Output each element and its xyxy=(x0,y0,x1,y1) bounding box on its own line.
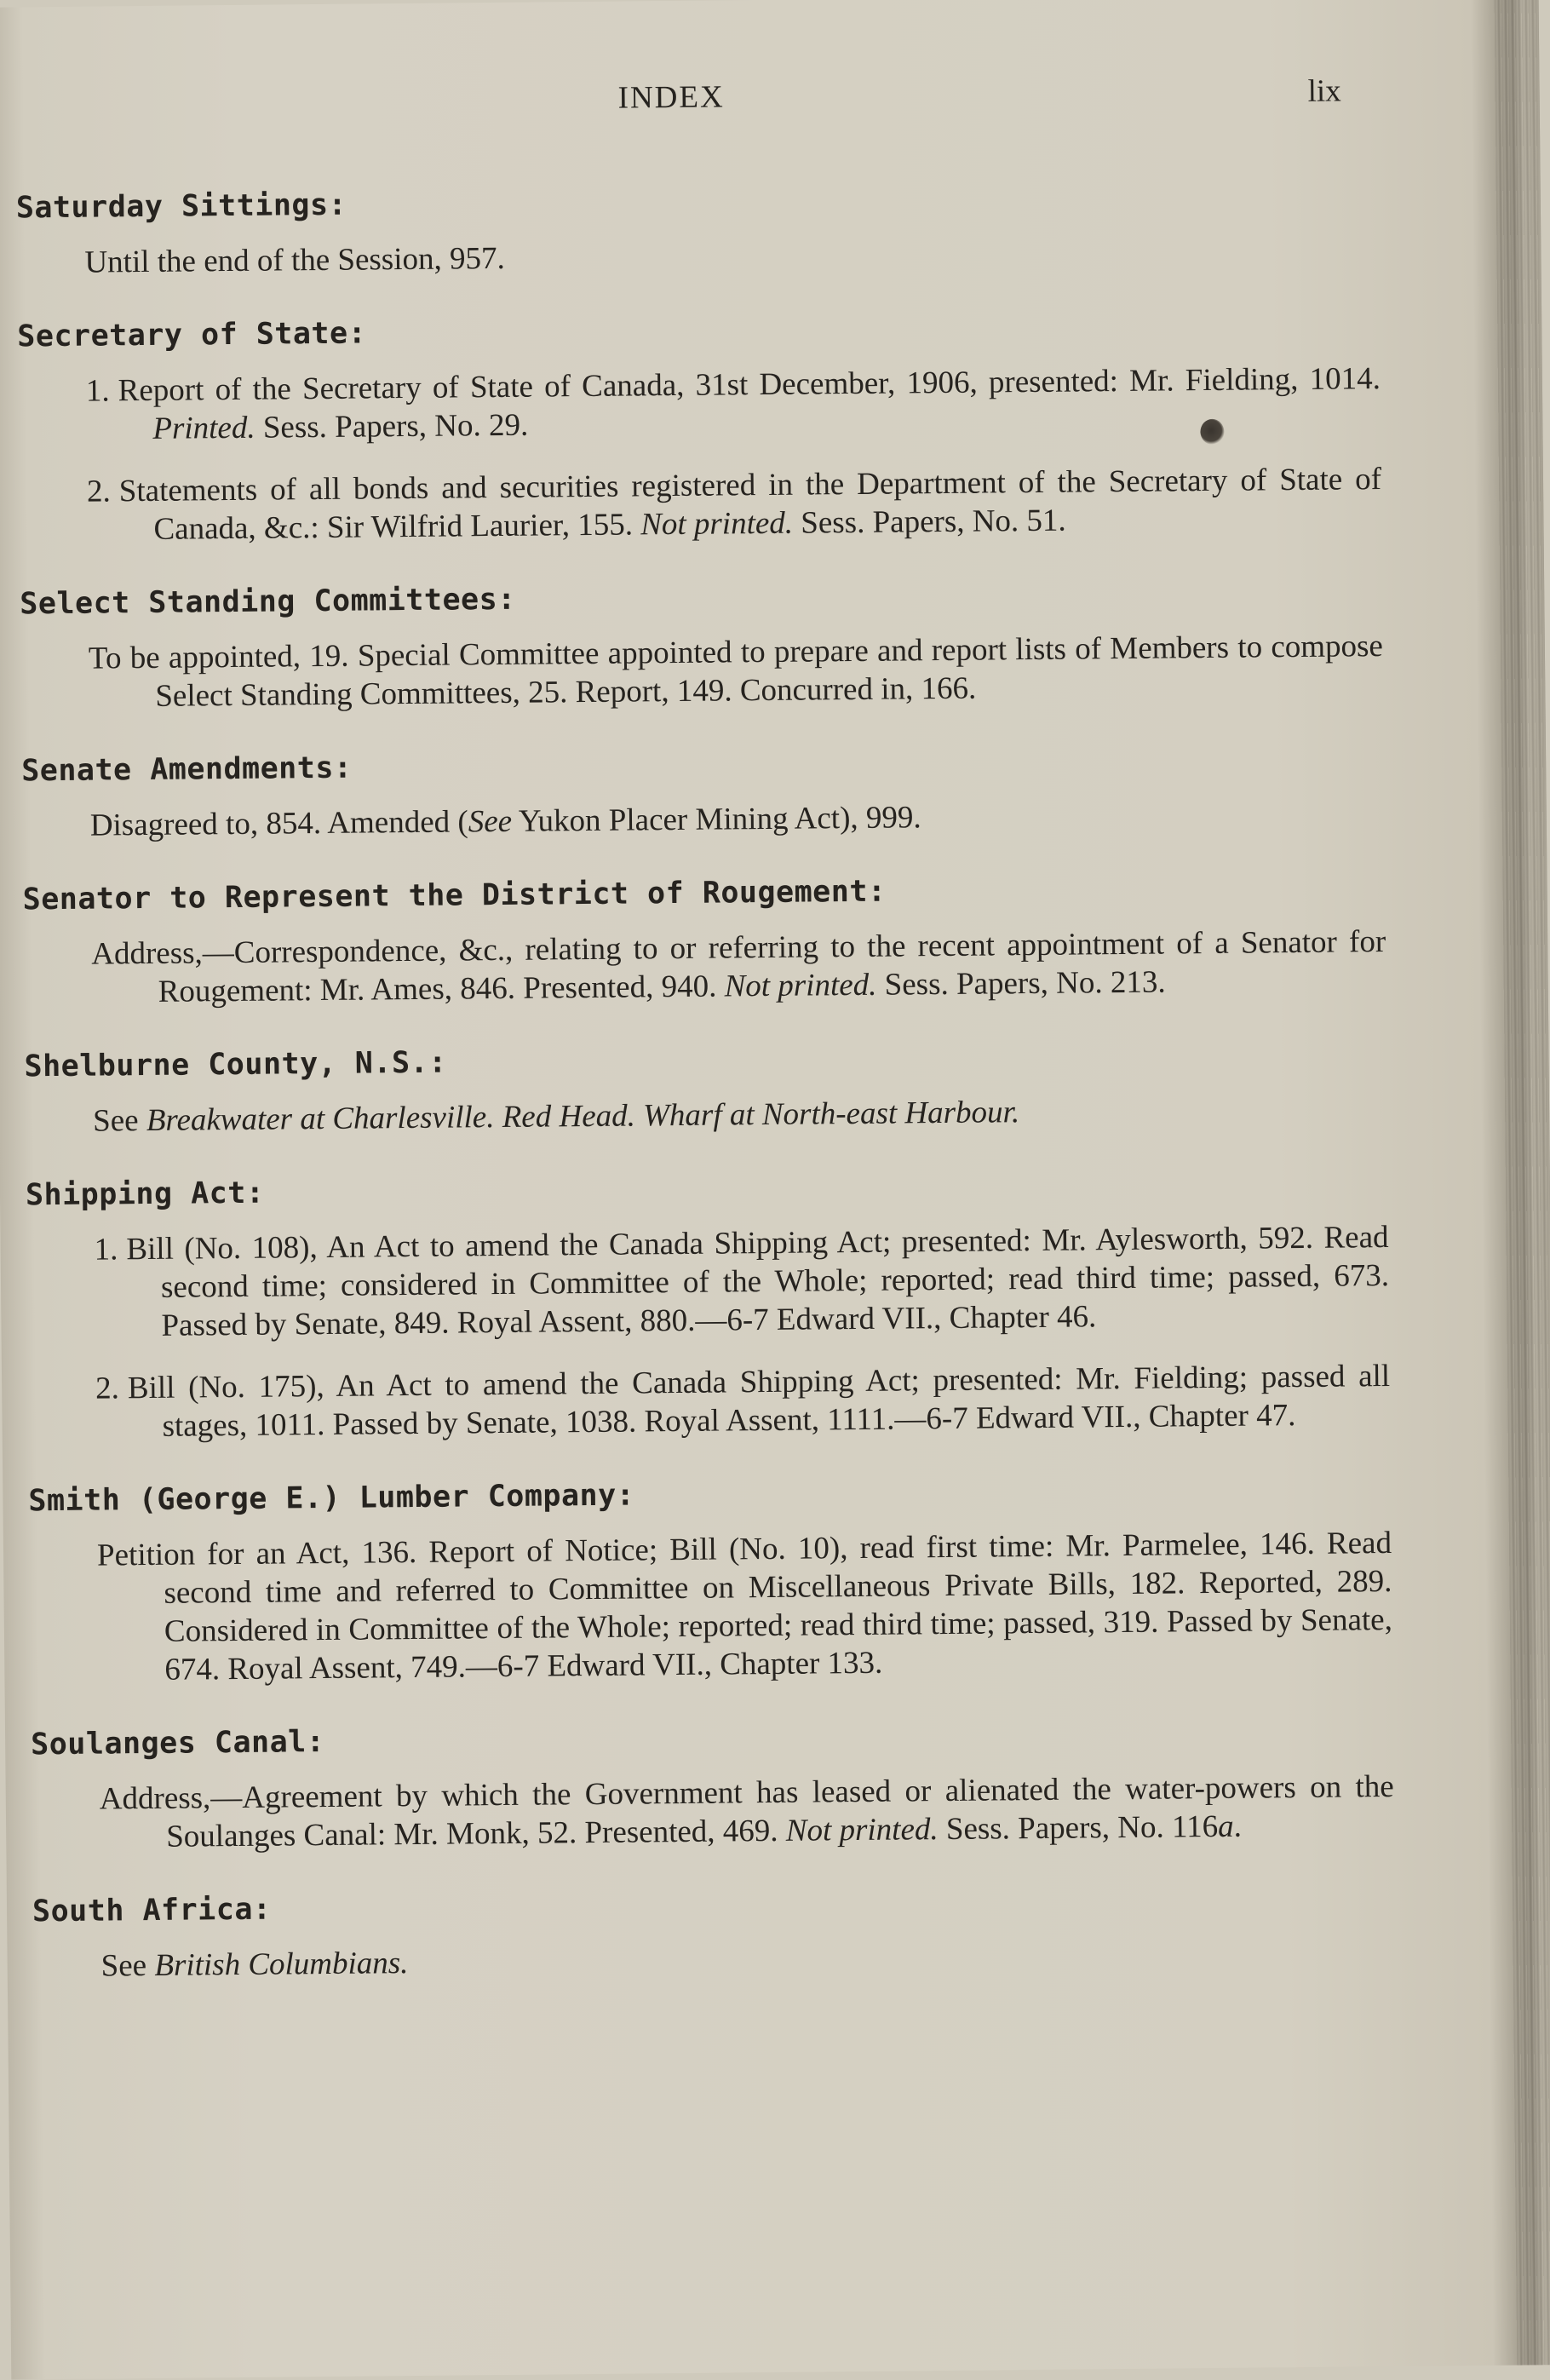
italic-text: a xyxy=(1217,1808,1234,1844)
italic-text: Not printed. xyxy=(724,967,877,1004)
entry-text: Sess. Papers, No. 51. xyxy=(792,503,1066,541)
index-entry xyxy=(22,870,1386,1012)
entry-text: Statements of all bonds and securities registered in the Department of the Secretary of State of Canada, &c.: Sir Wilfrid Laurier, 155. xyxy=(118,462,1382,547)
entry-text: Bill (No. 175), An Act to amend the Canada Shipping Act; presented: Mr. Fielding; passed all stages, 1011. Passed by Senate, 1038. Royal Assent, 1111.—6-7 Edward VII., Chapter 47. xyxy=(127,1358,1391,1444)
entry-subitem xyxy=(20,627,1384,716)
entry-text: Sess. Papers, No. 116 xyxy=(938,1808,1219,1848)
entry-subitem xyxy=(32,1934,1395,1986)
entry-heading: Soulanges Canal: xyxy=(30,1725,325,1762)
entry-subitem xyxy=(16,231,1379,282)
italic-text: British Columbians. xyxy=(154,1946,409,1983)
entry-heading: Secretary of State: xyxy=(17,316,367,354)
entry-heading: Saturday Sittings: xyxy=(15,187,347,226)
entry-text: See xyxy=(92,1102,147,1139)
entry-text: Sess. Papers, No. 29. xyxy=(255,407,529,446)
entry-subitem xyxy=(27,1357,1391,1446)
index-entries xyxy=(16,178,1397,2023)
subitem-number: 1. xyxy=(94,1232,118,1268)
running-head: INDEX xyxy=(617,79,725,116)
italic-text: See xyxy=(468,803,513,840)
entry-text: See xyxy=(100,1947,155,1984)
entry-heading: Senate Amendments: xyxy=(21,750,353,789)
index-entry xyxy=(21,741,1385,845)
entry-text: Address,—Agreement by which the Government has leased or alienated the water-powers on the Soulanges Canal: Mr. Monk, 52. Presented, 469. xyxy=(99,1768,1394,1854)
entry-text: To be appointed, 19. Special Committee appointed to prepare and report lists of Members to compose Select Standing Committees, 25. Report, 149. Concurred in, 166. xyxy=(88,629,1384,714)
entry-subitem xyxy=(22,794,1385,845)
subitem-number: 2. xyxy=(86,474,112,509)
italic-text: Not printed. xyxy=(785,1812,939,1848)
subitem-number: 2. xyxy=(95,1371,120,1406)
entry-subitem xyxy=(25,1089,1387,1141)
entry-subitem xyxy=(29,1524,1393,1690)
entry-text: Until the end of the Session, 957. xyxy=(84,240,505,280)
index-entry xyxy=(20,574,1383,716)
entry-heading: Shelburne County, N.S.: xyxy=(24,1045,447,1084)
index-entry xyxy=(17,307,1382,549)
index-entry xyxy=(26,1165,1391,1446)
entry-text: Bill (No. 108), An Act to amend the Canada Shipping Act; presented: Mr. Aylesworth, 592. Read second time; considered in Committee of the Whole; reported; read third time; passed, 673. Passed by Senate, 849. Royal Assent, 880.—6-7 Edward VII., Chapter 46. xyxy=(126,1219,1390,1343)
subitem-number: 1. xyxy=(85,373,110,409)
entry-text: . xyxy=(1233,1808,1243,1844)
entry-subitem xyxy=(26,1218,1389,1346)
entry-text: Petition for an Act, 136. Report of Notice; Bill (No. 10), read first time: Mr. Parmelee, 146. Read second time and referred to Committee on Miscellaneous Private Bills, 182. Reported, 289. Considered in Committee of the Whole; reported; read third time; passed, 319. Passed by Senate, 674. Royal Assent, 749.—6-7 Edward VII., Chapter 133. xyxy=(96,1525,1393,1687)
entry-heading: Shipping Act: xyxy=(25,1176,265,1213)
entry-subitem xyxy=(18,359,1381,449)
index-entry xyxy=(24,1037,1387,1141)
index-entry xyxy=(16,178,1380,282)
index-entry xyxy=(31,1715,1394,1857)
index-entry xyxy=(28,1471,1392,1690)
page-number: lix xyxy=(1307,73,1341,109)
italic-text: Printed. xyxy=(152,410,255,446)
entry-text: Report of the Secretary of State of Canada, 31st December, 1906, presented: Mr. Fielding, 1014. xyxy=(118,361,1381,409)
entry-heading: Senator to Represent the District of Rougement: xyxy=(22,874,887,917)
italic-text: Breakwater at Charlesville. Red Head. Wharf at North-east Harbour. xyxy=(146,1095,1020,1138)
italic-text: Not printed. xyxy=(640,505,794,543)
entry-heading: Smith (George E.) Lumber Company: xyxy=(28,1478,635,1519)
entry-heading: South Africa: xyxy=(32,1892,272,1929)
entry-subitem xyxy=(23,923,1386,1012)
entry-subitem xyxy=(19,460,1382,549)
entry-text: Yukon Placer Mining Act), 999. xyxy=(511,800,921,839)
entry-text: Sess. Papers, No. 213. xyxy=(876,964,1166,1003)
entry-text: Disagreed to, 854. Amended ( xyxy=(89,804,468,843)
index-entry xyxy=(32,1882,1396,1986)
entry-subitem xyxy=(32,1768,1395,1857)
entry-heading: Select Standing Committees: xyxy=(20,582,516,622)
entry-text: Address,—Correspondence, &c., relating to or referring to the recent appointment of a Senator for Rougement: Mr. Ames, 846. Presented, 940. xyxy=(91,924,1386,1009)
book-spine-edge xyxy=(1495,0,1550,2366)
